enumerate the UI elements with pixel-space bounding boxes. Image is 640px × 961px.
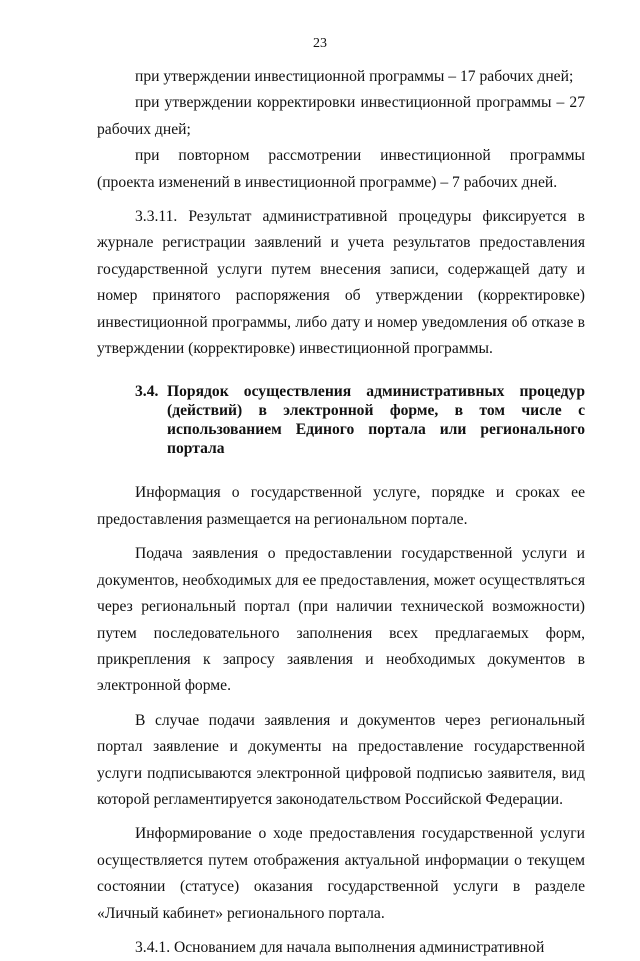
paragraph: В случае подачи заявления и документов через региональный портал заявление и документы на предоставление государственной услуги подписываются электронной цифровой подписью заявителя, вид которой регламентируется законодательством Российской Федерации. — [97, 711, 585, 808]
page-number: 23 — [313, 36, 327, 51]
paragraph: при повторном рассмотрении инвестиционной программы (проекта изменений в инвестиционной программе) – 7 рабочих дней. — [97, 147, 585, 191]
paragraph: Информация о государственной услуге, порядке и сроках ее предоставления размещается на региональном портале. — [97, 484, 585, 528]
paragraph-3-4-1: 3.4.1. Основанием для начала выполнения административной — [135, 938, 545, 956]
section-title: Порядок осуществления административных процедур (действий) в электронной форме, в том числе с использованием Единого портала или регионального портала — [167, 383, 585, 458]
paragraph: Информирование о ходе предоставления государственной услуги осуществляется путем отображения актуальной информации о текущем состоянии (статусе) оказания государственной услуги в разделе «Личный кабинет» регионального портала. — [97, 825, 585, 922]
section-number: 3.4. — [135, 383, 159, 401]
document-body — [97, 64, 585, 961]
paragraph: Подача заявления о предоставлении государственной услуги и документов, необходимых для ее предоставления, может осуществляться через региональный портал (при наличии технической возможности) путем последовательного заполнения всех предлагаемых форм, прикрепления к запросу заявления и необходимых документов в электронной форме. — [97, 545, 585, 695]
paragraph-3-3-11: 3.3.11. Результат административной процедуры фиксируется в журнале регистрации заявлений и учета результатов предоставления государственной услуги путем внесения записи, содержащей дату и номер принятого распоряжения об утверждении (корректировке) инвестиционной программы, либо дату и номер уведомления об отказе в утверждении (корректировке) инвестиционной программы. — [97, 208, 585, 358]
paragraph: при утверждении инвестиционной программы – 17 рабочих дней; — [135, 68, 574, 85]
section-heading — [97, 382, 585, 458]
paragraph: при утверждении корректировки инвестиционной программы – 27 рабочих дней; — [97, 94, 585, 138]
